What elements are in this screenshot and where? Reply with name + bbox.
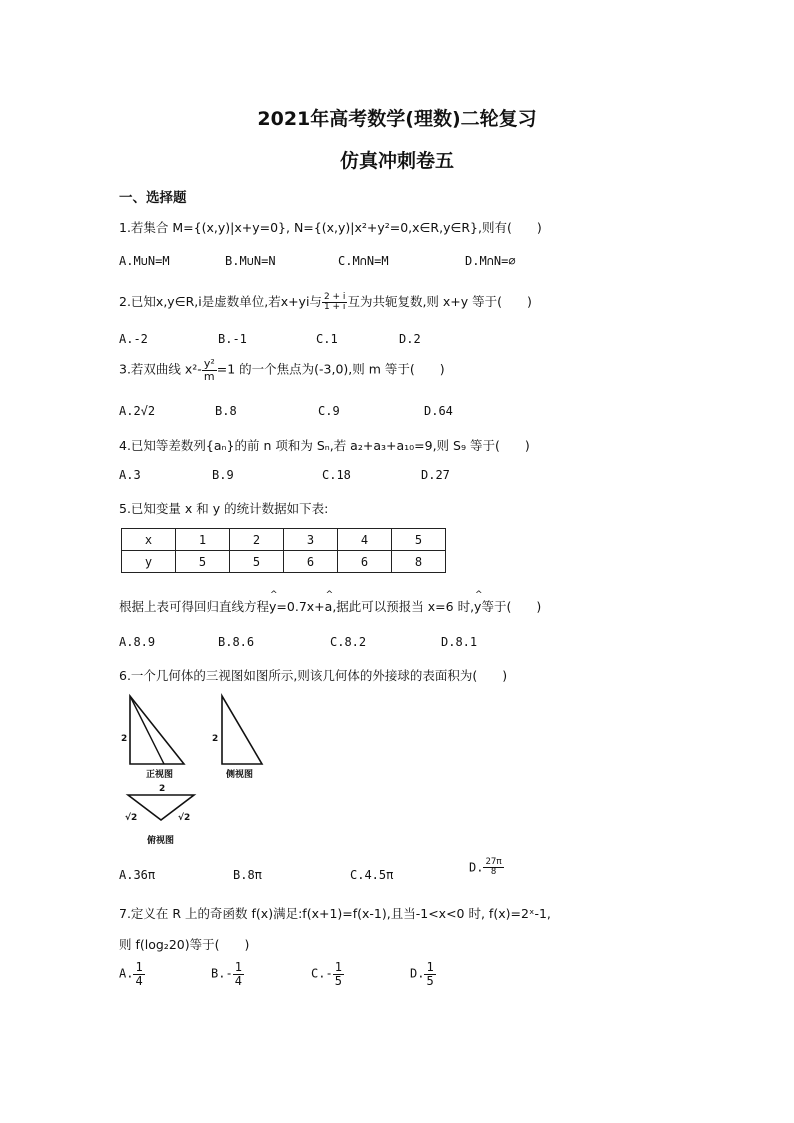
- q5-y-hat: ^ y: [269, 599, 276, 614]
- q7-option-c: [311, 961, 344, 987]
- q1-option-c: C.M∩N=M: [338, 254, 389, 268]
- q7-option-d-den: 5: [426, 973, 434, 988]
- side-view-triangle: [222, 696, 262, 764]
- q7-option-a-prefix: A.: [119, 966, 134, 981]
- q7-option-c-prefix: C.-: [311, 966, 333, 981]
- q3-option-a: A.2√2: [119, 404, 156, 418]
- table-cell: 5: [230, 551, 284, 573]
- q3-fraction: [202, 358, 217, 382]
- front-view-inner-line: [130, 696, 164, 764]
- q7-option-d-fraction: [424, 961, 435, 987]
- q7-option-b-prefix: B.-: [211, 966, 233, 981]
- q2-option-c: C.1: [316, 332, 338, 346]
- q7-option-a-fraction: [133, 961, 144, 987]
- table-cell: 5: [176, 551, 230, 573]
- question-5-followup: [119, 597, 541, 615]
- question-1-stem: 1.若集合 M={(x,y)|x+y=0}, N={(x,y)|x²+y²=0,x∈R,y∈R},则有( ): [119, 220, 542, 235]
- q3-frac-num: y²: [203, 357, 215, 370]
- q3-option-d: D.64: [424, 404, 453, 418]
- q6-option-a: A.36π: [119, 868, 156, 882]
- q2-stem-part-a: 2.已知x,y∈R,i是虚数单位,若x+yi与: [119, 294, 322, 309]
- table-cell: y: [122, 551, 176, 573]
- q5-y-hat-2: ^ y: [474, 599, 481, 614]
- top-view-width-label: 2: [159, 784, 166, 794]
- table-row: [122, 551, 446, 573]
- q2-option-d: D.2: [399, 332, 421, 346]
- table-cell: 2: [230, 529, 284, 551]
- q7-option-c-fraction: [333, 961, 344, 987]
- q7-option-d: [410, 961, 436, 987]
- q2-option-a: A.-2: [119, 332, 148, 346]
- q6-option-d-fraction: [483, 858, 503, 878]
- q7-option-a-den: 4: [135, 973, 143, 988]
- question-5-stem: 5.已知变量 x 和 y 的统计数据如下表:: [119, 501, 329, 516]
- table-cell: 1: [176, 529, 230, 551]
- table-cell: 8: [392, 551, 446, 573]
- q5-text-c: ,据此可以预报当 x=6 时,: [332, 599, 475, 614]
- q1-option-d: D.M∩N=∅: [465, 254, 516, 268]
- q4-option-c: C.18: [322, 468, 351, 482]
- q6-option-d-prefix: D.: [469, 860, 484, 875]
- q7-option-b-num: 1: [234, 960, 242, 974]
- data-table: [121, 528, 446, 573]
- question-2-stem: [119, 292, 532, 312]
- q3-stem-part-a: 3.若双曲线 x²-: [119, 361, 202, 377]
- q6-option-d-den: 8: [490, 867, 497, 878]
- q7-option-a-num: 1: [135, 960, 143, 974]
- table-cell: 6: [338, 551, 392, 573]
- q3-option-b: B.8: [215, 404, 237, 418]
- question-7-stem: 7.定义在 R 上的奇函数 f(x)满足:f(x+1)=f(x-1),且当-1<x<0 时, f(x)=2ˣ-1,: [119, 906, 551, 921]
- top-view-sqrt-left: √2: [125, 813, 138, 823]
- question-3-stem: [119, 358, 445, 382]
- q2-frac-num: 2 + i: [323, 291, 346, 302]
- q7-option-b: [211, 961, 244, 987]
- q5-option-a: A.8.9: [119, 635, 156, 649]
- q5-a-hat: ^ a: [325, 599, 333, 614]
- page-title: 2021年高考数学(理数)二轮复习: [257, 108, 537, 130]
- question-4-stem: 4.已知等差数列{aₙ}的前 n 项和为 Sₙ,若 a₂+a₃+a₁₀=9,则 S₉ 等于( ): [119, 438, 530, 453]
- q2-fraction: [322, 293, 348, 313]
- q5-option-d: D.8.1: [441, 635, 478, 649]
- question-6-stem: 6.一个几何体的三视图如图所示,则该几何体的外接球的表面积为( ): [119, 668, 508, 683]
- top-view-sqrt-right: √2: [178, 813, 191, 823]
- table-row: [122, 529, 446, 551]
- q5-option-b: B.8.6: [218, 635, 255, 649]
- q3-option-c: C.9: [318, 404, 340, 418]
- section-heading: 一、选择题: [119, 190, 187, 206]
- q7-option-d-prefix: D.: [410, 966, 425, 981]
- page-subtitle: 仿真冲刺卷五: [339, 150, 454, 172]
- q3-frac-den: m: [203, 369, 215, 383]
- q7-option-a: [119, 961, 145, 987]
- q2-frac-den: 1 + i: [323, 302, 346, 312]
- q7-option-b-den: 4: [234, 973, 242, 988]
- q6-option-d-num: 27π: [485, 857, 502, 867]
- q4-option-a: A.3: [119, 468, 141, 482]
- q2-stem-part-b: 互为共轭复数,则 x+y 等于( ): [347, 294, 532, 309]
- q7-option-c-den: 5: [334, 973, 342, 988]
- q7-option-d-num: 1: [426, 960, 434, 974]
- q4-option-d: D.27: [421, 468, 450, 482]
- front-view-height-label: 2: [121, 734, 128, 744]
- q5-text-a: 根据上表可得回归直线方程: [119, 599, 270, 614]
- table-cell: x: [122, 529, 176, 551]
- front-view-caption: 正视图: [146, 770, 174, 780]
- q5-text-d: 等于( ): [481, 599, 542, 614]
- side-view-caption: 侧视图: [226, 770, 254, 780]
- q7-option-b-fraction: [233, 961, 244, 987]
- q7-option-c-num: 1: [334, 960, 342, 974]
- q5-option-c: C.8.2: [330, 635, 367, 649]
- side-view-height-label: 2: [212, 734, 219, 744]
- table-cell: 5: [392, 529, 446, 551]
- q6-option-b: B.8π: [233, 868, 262, 882]
- q4-option-b: B.9: [212, 468, 234, 482]
- table-cell: 4: [338, 529, 392, 551]
- q1-option-a: A.M∪N=M: [119, 254, 170, 268]
- top-view-caption: 俯视图: [147, 836, 175, 846]
- table-cell: 3: [284, 529, 338, 551]
- q6-option-d: [469, 858, 504, 878]
- q3-stem-part-b: =1 的一个焦点为(-3,0),则 m 等于( ): [216, 361, 445, 377]
- question-7-stem-line2: 则 f(log₂20)等于( ): [119, 937, 250, 952]
- front-view-triangle: [130, 696, 184, 764]
- table-cell: 6: [284, 551, 338, 573]
- q5-text-b: =0.7x+: [276, 599, 325, 614]
- q1-option-b: B.M∪N=N: [225, 254, 276, 268]
- q2-option-b: B.-1: [218, 332, 247, 346]
- q6-option-c: C.4.5π: [350, 868, 394, 882]
